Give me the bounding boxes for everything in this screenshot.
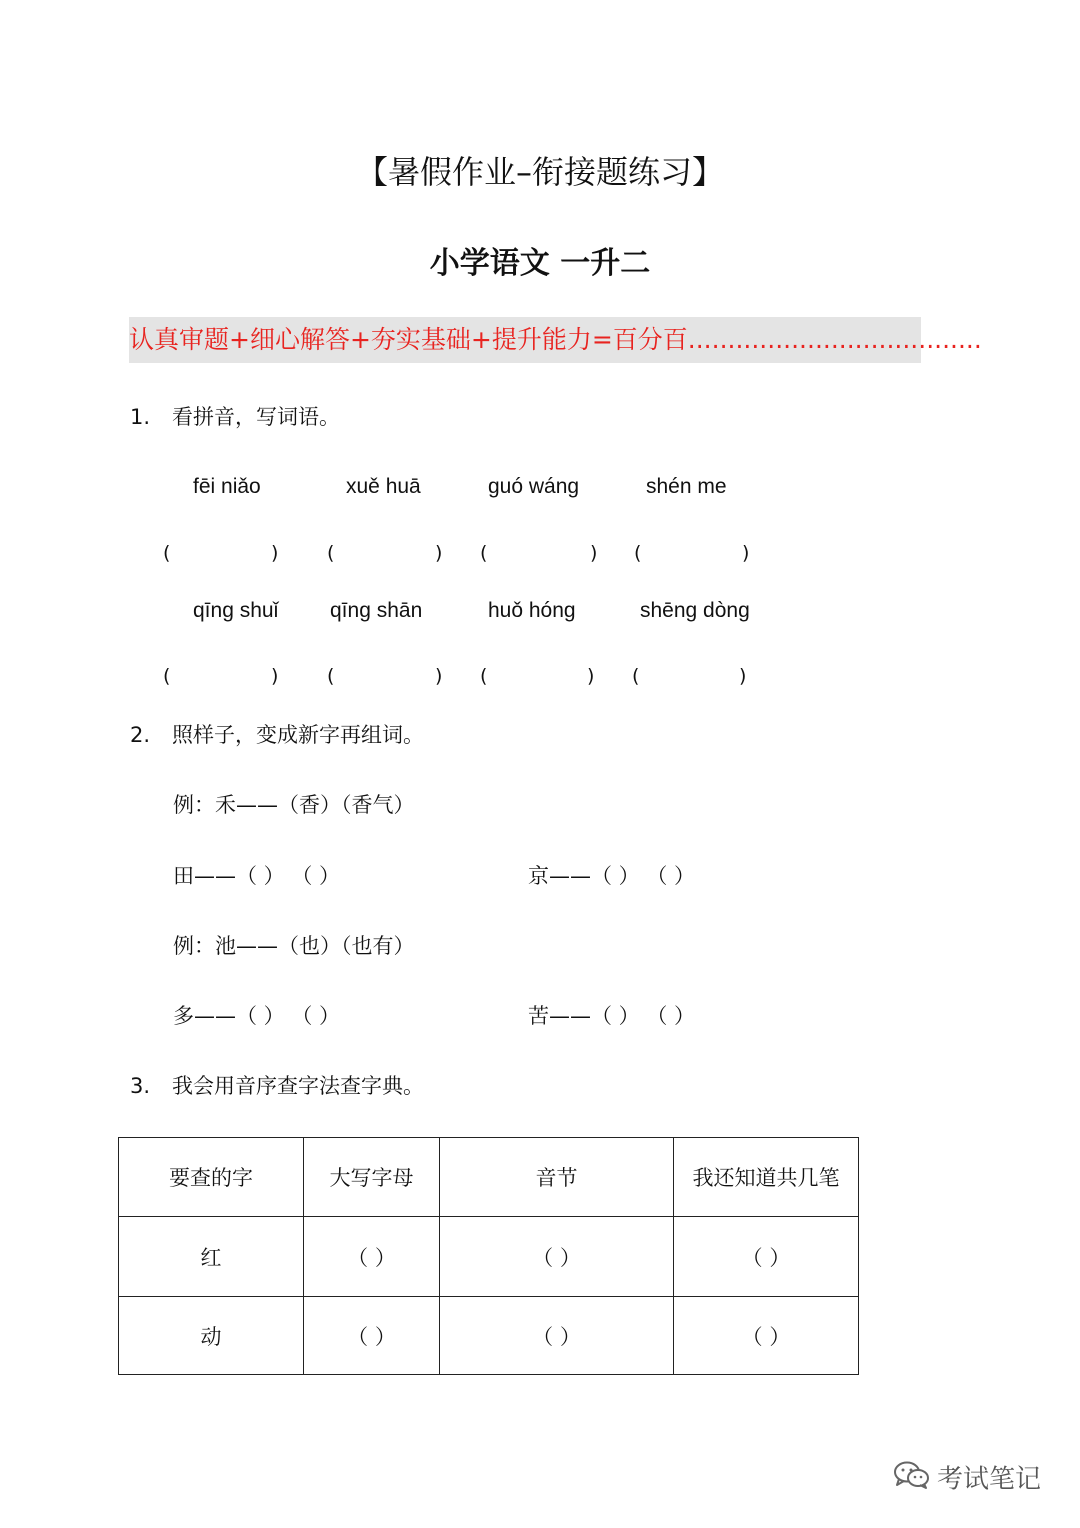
table-cell-answer: （ ） — [440, 1297, 674, 1375]
pinyin-6: qīng shān — [330, 599, 423, 622]
example-2: 例：池——（也）（也有） — [173, 934, 415, 958]
table-row — [119, 1297, 859, 1375]
watermark — [893, 1460, 1041, 1500]
answer-bracket-close: ) — [742, 542, 750, 564]
pinyin-2: xuě huā — [346, 475, 421, 498]
answer-bracket-open: ( — [480, 542, 488, 564]
page-title: 【暑假作业–衔接题练习】 — [355, 153, 724, 191]
question-3-number: 3. — [130, 1074, 151, 1098]
exercise-line-2a: 多——（ ） （ ） — [173, 1004, 341, 1028]
question-1 — [130, 402, 340, 432]
table-cell-answer: （ ） — [674, 1297, 859, 1375]
exercise-line-2b: 苦——（ ） （ ） — [528, 1004, 696, 1028]
dictionary-table — [118, 1137, 859, 1375]
table-cell-answer: （ ） — [304, 1217, 440, 1297]
answer-bracket-close: ) — [271, 542, 279, 564]
question-2-text: 照样子，变成新字再组词。 — [172, 723, 424, 747]
answer-bracket-open: ( — [480, 665, 488, 687]
pinyin-5: qīng shuǐ — [193, 599, 279, 622]
answer-bracket-open: ( — [163, 665, 171, 687]
table-cell-char: 动 — [119, 1297, 304, 1375]
page-subtitle: 小学语文 一升二 — [429, 246, 651, 281]
answer-bracket-open: ( — [634, 542, 642, 564]
table-header-cell: 要查的字 — [119, 1138, 304, 1217]
answer-bracket-open: ( — [163, 542, 171, 564]
pinyin-8: shēng dòng — [640, 599, 750, 622]
answer-bracket-close: ) — [435, 665, 443, 687]
answer-bracket-open: ( — [327, 542, 335, 564]
question-2 — [130, 720, 424, 750]
pinyin-7: huǒ hóng — [488, 599, 576, 622]
slogan-text: 认真审题+细心解答+夯实基础+提升能力=百分百..................................... — [129, 325, 982, 354]
table-cell-answer: （ ） — [304, 1297, 440, 1375]
answer-bracket-close: ) — [739, 665, 747, 687]
pinyin-3: guó wáng — [488, 475, 580, 498]
exercise-line-1b: 京——（ ） （ ） — [528, 864, 696, 888]
table-row — [119, 1217, 859, 1297]
question-1-number: 1. — [130, 405, 151, 429]
table-cell-char: 红 — [119, 1217, 304, 1297]
answer-bracket-close: ) — [271, 665, 279, 687]
question-1-text: 看拼音，写词语。 — [172, 405, 340, 429]
answer-bracket-open: ( — [327, 665, 335, 687]
question-2-number: 2. — [130, 723, 151, 747]
example-1: 例：禾——（香）（香气） — [173, 793, 415, 817]
watermark-text: 考试笔记 — [937, 1464, 1042, 1495]
wechat-icon — [893, 1460, 931, 1500]
table-header-cell: 我还知道共几笔 — [674, 1138, 859, 1217]
answer-bracket-close: ) — [435, 542, 443, 564]
question-3-text: 我会用音序查字法查字典。 — [172, 1074, 424, 1098]
exercise-line-1a: 田——（ ） （ ） — [173, 864, 341, 888]
pinyin-4: shén me — [646, 475, 727, 498]
table-header-cell: 音节 — [440, 1138, 674, 1217]
table-cell-answer: （ ） — [440, 1217, 674, 1297]
answer-bracket-close: ) — [590, 542, 598, 564]
pinyin-1: fēi niǎo — [193, 475, 261, 498]
table-header-row — [119, 1138, 859, 1217]
table-header-cell: 大写字母 — [304, 1138, 440, 1217]
answer-bracket-close: ) — [587, 665, 595, 687]
answer-bracket-open: ( — [632, 665, 640, 687]
table-cell-answer: （ ） — [674, 1217, 859, 1297]
question-3 — [130, 1071, 424, 1101]
